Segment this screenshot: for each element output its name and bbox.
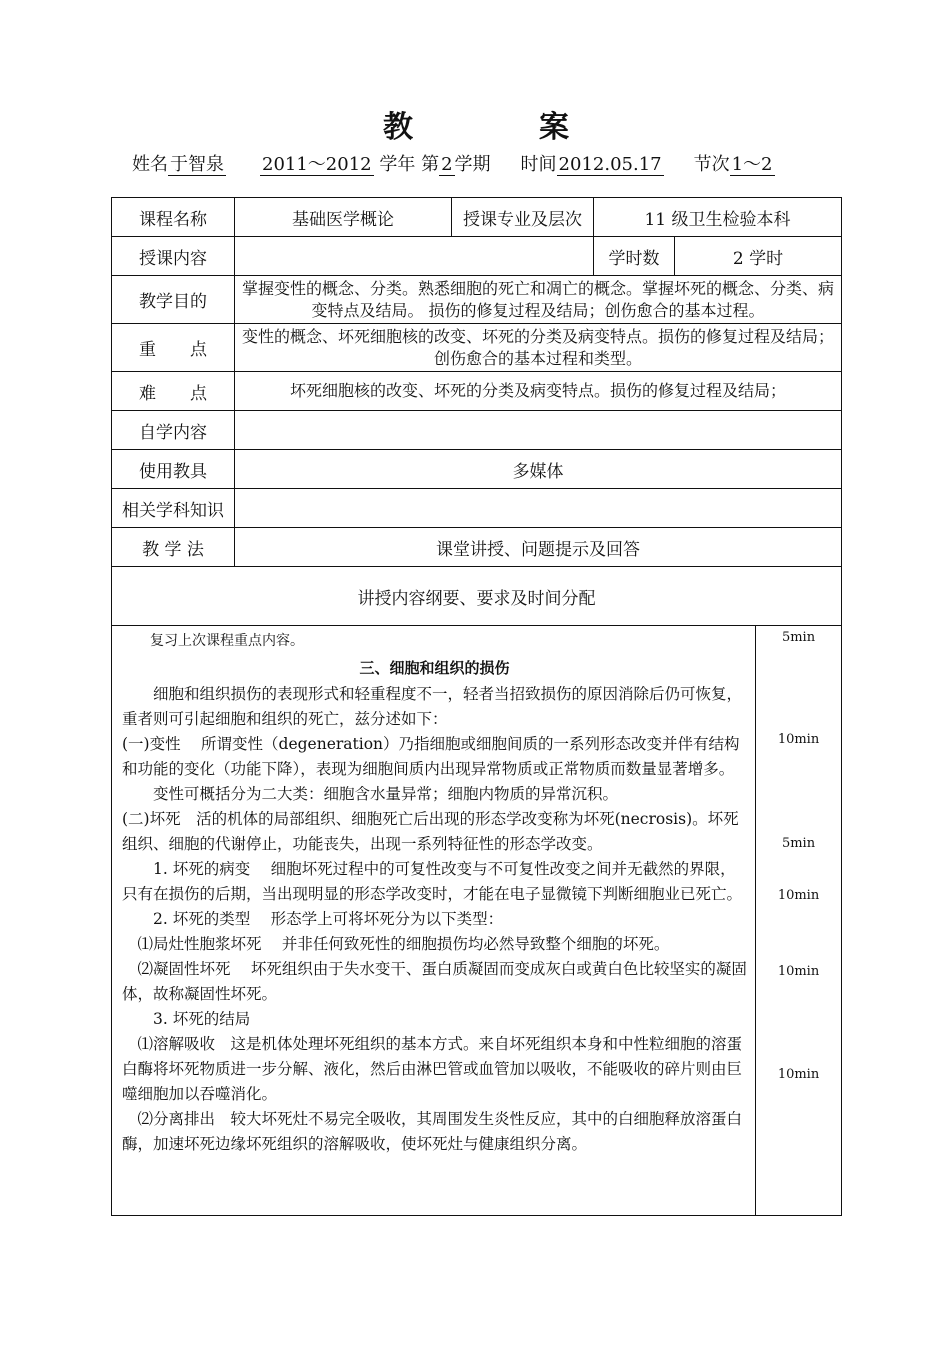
section-value: 1～2 — [731, 154, 773, 175]
key-points-label: 重 点 — [112, 324, 235, 372]
paragraph: 3. 坏死的结局 — [153, 1010, 251, 1028]
time-label: 时间 — [520, 154, 557, 175]
year-label: 学年 — [379, 154, 416, 175]
paragraph: ⑵凝固性坏死 坏死组织由于失水变干、蛋白质凝固而变成灰白或黄白色比较坚实的凝固体，故称凝固性坏死。 — [122, 960, 747, 1003]
goal-value: 掌握变性的概念、分类。熟悉细胞的死亡和凋亡的概念。掌握坏死的概念、分类、病变特点及结局。 损伤的修复过程及结局；创伤愈合的基本过程。 — [235, 276, 842, 324]
paragraph: ⑴溶解吸收 这是机体处理坏死组织的基本方式。来自坏死组织本身和中性粒细胞的溶蛋白酶将坏死物质进一步分解、液化，然后由淋巴管或血管加以吸收，不能吸收的碎片则由巨噬细胞加以吞噬消化。 — [122, 1035, 743, 1103]
key-points-value: 变性的概念、坏死细胞核的改变、坏死的分类及病变特点。损伤的修复过程及结局；创伤愈合的基本过程和类型。 — [235, 324, 842, 372]
related-knowledge-label: 相关学科知识 — [112, 489, 235, 528]
tools-label: 使用教具 — [112, 450, 235, 489]
name-label: 姓名 — [132, 154, 168, 175]
time-label: 10min — [777, 1067, 820, 1082]
paragraph: 变性可概括分为二大类：细胞含水量异常；细胞内物质的异常沉积。 — [153, 785, 619, 803]
tools-value: 多媒体 — [235, 450, 842, 489]
section-label: 节次 — [693, 154, 730, 175]
term-prefix: 第 — [421, 154, 440, 175]
paragraph: 2. 坏死的类型 形态学上可将坏死分为以下类型： — [153, 910, 504, 928]
time-label: 10min — [777, 964, 820, 979]
year-value: 2011～2012 — [262, 154, 372, 175]
content-value — [235, 237, 594, 276]
goal-label: 教学目的 — [112, 276, 235, 324]
lesson-plan-table — [111, 197, 842, 1216]
term-value: 2 — [441, 154, 453, 175]
hours-label: 学时数 — [594, 237, 675, 276]
major-value: 11 级卫生检验本科 — [594, 198, 842, 237]
self-study-label: 自学内容 — [112, 411, 235, 450]
time-allocation-column — [756, 626, 842, 1216]
info-line — [132, 150, 775, 176]
paragraph: (二)坏死 活的机体的局部组织、细胞死亡后出现的形态学改变称为坏死(necrosis)。坏死组织、细胞的代谢停止，功能丧失，出现一系列特征性的形态学改变。 — [122, 810, 739, 853]
self-study-value — [235, 411, 842, 450]
time-value: 2012.05.17 — [558, 154, 662, 175]
hours-value: 2 学时 — [675, 237, 842, 276]
paragraph: (一)变性 所谓变性（degeneration）乃指细胞或细胞间质的一系列形态改变并伴有结构和功能的变化（功能下降），表现为细胞间质内出现异常物质或正常物质而数量显著增多。 — [122, 735, 740, 778]
related-knowledge-value — [235, 489, 842, 528]
outline-header: 讲授内容纲要、要求及时间分配 — [112, 567, 842, 626]
difficult-points-value: 坏死细胞核的改变、坏死的分类及病变特点。损伤的修复过程及结局； — [235, 372, 842, 411]
paragraph: ⑵分离排出 较大坏死灶不易完全吸收，其周围发生炎性反应，其中的白细胞释放溶蛋白酶，加速坏死边缘坏死组织的溶解吸收，使坏死灶与健康组织分离。 — [122, 1110, 743, 1153]
paragraph: 细胞和组织损伤的表现形式和轻重程度不一，轻者当招致损伤的原因消除后仍可恢复，重者则可引起细胞和组织的死亡，兹分述如下： — [122, 685, 743, 728]
content-label: 授课内容 — [112, 237, 235, 276]
time-label: 5min — [781, 630, 816, 645]
section-heading: 三、细胞和组织的损伤 — [359, 659, 510, 677]
difficult-points-label: 难 点 — [112, 372, 235, 411]
lecture-content — [112, 626, 756, 1216]
page-title: 教 案 — [383, 110, 617, 145]
paragraph: 1. 坏死的病变 细胞坏死过程中的可复性改变与不可复性改变之间并无截然的界限，只有在损伤的后期，当出现明显的形态学改变时，才能在电子显微镜下判断细胞业已死亡。 — [122, 860, 743, 903]
course-name-value: 基础医学概论 — [235, 198, 452, 237]
time-label: 10min — [777, 888, 820, 903]
paragraph: ⑴局灶性胞浆坏死 并非任何致死性的细胞损伤均必然导致整个细胞的坏死。 — [137, 935, 670, 953]
time-label: 10min — [777, 732, 820, 747]
major-label: 授课专业及层次 — [452, 198, 594, 237]
course-name-label: 课程名称 — [112, 198, 235, 237]
time-label: 5min — [781, 836, 816, 851]
method-label: 教 学 法 — [112, 528, 235, 567]
name-value: 于智泉 — [170, 154, 224, 175]
term-suffix: 学期 — [454, 154, 491, 175]
method-value: 课堂讲授、问题提示及回答 — [235, 528, 842, 567]
review-line: 复习上次课程重点内容。 — [150, 633, 304, 649]
